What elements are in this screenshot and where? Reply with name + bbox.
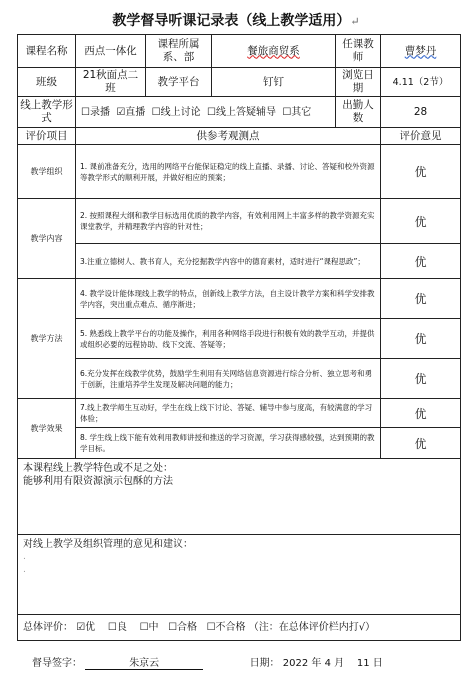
column-opinion: 评价意见 xyxy=(381,128,461,145)
date-value: 4.11（2节） xyxy=(381,68,461,97)
rating-value: 优 xyxy=(381,428,461,459)
features-content: 能够利用有限资源演示包酥的方法 xyxy=(23,476,173,487)
overall-excellent[interactable]: ☑优 xyxy=(76,622,96,633)
form-options xyxy=(76,97,336,128)
category-method: 教学方法 xyxy=(18,279,76,399)
option-live[interactable]: ☑直播 xyxy=(116,106,146,118)
signature-label: 督导签字： xyxy=(32,658,82,669)
header-row-2 xyxy=(18,68,461,97)
option-discussion[interactable]: ☐线上讨论 xyxy=(151,106,201,118)
overall-fail[interactable]: ☐不合格 xyxy=(206,622,246,633)
suggestions-section xyxy=(18,535,461,615)
empty-line-mark: . xyxy=(23,565,26,575)
criteria-row-2 xyxy=(18,199,461,244)
footer-date-year: 2022 年 xyxy=(282,658,322,669)
footer-date-day: 11 日 xyxy=(356,658,383,669)
features-section xyxy=(18,459,461,535)
class-value: 21秋面点二班 xyxy=(76,68,146,97)
overall-label: 总体评价： xyxy=(23,622,73,633)
form-label: 线上教学形式 xyxy=(18,97,76,128)
rating-value: 优 xyxy=(381,279,461,319)
criterion-text: 5. 熟悉线上教学平台的功能及操作，利用各种网络手段进行积极有效的教学互动，并提供或组织必要的远程协助、线下交流、答疑等； xyxy=(76,319,381,359)
column-points: 供参考观测点 xyxy=(76,128,381,145)
paragraph-mark: ↵ xyxy=(350,15,360,28)
criteria-row-6 xyxy=(18,359,461,399)
signature-value: 朱京云 xyxy=(85,654,203,670)
platform-value: 钉钉 xyxy=(212,68,336,97)
department-value-text: 餐旅商贸系 xyxy=(247,44,300,57)
criteria-row-5 xyxy=(18,319,461,359)
category-content: 教学内容 xyxy=(18,199,76,279)
suggestions-label: 对线上教学及组织管理的意见和建议： xyxy=(23,539,193,550)
header-row-1 xyxy=(18,35,461,68)
column-item: 评价项目 xyxy=(18,128,76,145)
signature-footer xyxy=(32,654,452,670)
features-label: 本课程线上教学特色或不足之处： xyxy=(23,463,173,474)
empty-line-mark: . xyxy=(23,552,26,562)
overall-row xyxy=(18,615,461,641)
criteria-row-8 xyxy=(18,428,461,459)
course-name-label: 课程名称 xyxy=(18,35,76,68)
option-qa[interactable]: ☐线上答疑辅导 xyxy=(206,106,276,118)
overall-medium[interactable]: ☐中 xyxy=(139,622,159,633)
features-row xyxy=(18,459,461,535)
overall-pass[interactable]: ☐合格 xyxy=(168,622,198,633)
rating-value: 优 xyxy=(381,244,461,279)
form-title xyxy=(0,10,472,30)
criterion-text: 8. 学生线上线下能有效利用教师讲授和推送的学习资源，学习获得感较强，达到预期的教学目标。 xyxy=(76,428,381,459)
teacher-value xyxy=(381,35,461,68)
course-name-value: 西点一体化 xyxy=(76,35,146,68)
teacher-label: 任课教师 xyxy=(336,35,381,68)
criteria-row-3 xyxy=(18,244,461,279)
option-recorded[interactable]: ☐录播 xyxy=(81,106,110,118)
footer-date-label: 日期： xyxy=(249,658,280,669)
attendance-value: 28 xyxy=(381,97,461,128)
criterion-text: 6.充分发挥在线教学优势，鼓励学生利用有关网络信息资源进行综合分析、独立思考和勇于创新，注重培养学生发现及解决问题的能力； xyxy=(76,359,381,399)
department-value xyxy=(212,35,336,68)
rating-value: 优 xyxy=(381,145,461,199)
class-label: 班级 xyxy=(18,68,76,97)
overall-section xyxy=(18,615,461,641)
form-title-text: 教学督导听课记录表（线上教学适用） xyxy=(112,13,351,29)
column-header-row xyxy=(18,128,461,145)
rating-value: 优 xyxy=(381,319,461,359)
date-label: 浏览日期 xyxy=(336,68,381,97)
criterion-text: 7.线上教学师生互动好，学生在线上线下讨论、答疑、辅导中参与度高，有较满意的学习体验； xyxy=(76,399,381,428)
platform-label: 教学平台 xyxy=(146,68,212,97)
footer-date-month: 4 月 xyxy=(324,658,345,669)
teacher-value-text: 曹梦丹 xyxy=(404,44,437,57)
department-label: 课程所属系、部 xyxy=(146,35,212,68)
criterion-text: 1. 课前准备充分，选用的网络平台能保证稳定的线上直播、录播、讨论、答疑和校外资源等教学形式的顺利开展，并做好相应的预案； xyxy=(76,145,381,199)
option-other[interactable]: ☐其它 xyxy=(282,106,312,118)
criterion-text: 3.注重立德树人、教书育人，充分挖掘教学内容中的德育素材，适时进行“课程思政”； xyxy=(76,244,381,279)
overall-good[interactable]: ☐良 xyxy=(107,622,127,633)
header-row-3 xyxy=(18,97,461,128)
criteria-row-1 xyxy=(18,145,461,199)
attendance-label: 出勤人数 xyxy=(336,97,381,128)
criterion-text: 4. 教学设计能体现线上教学的特点，创新线上教学方法，自主设计教学方案和科学安排教学内容，突出重点难点、循序渐进； xyxy=(76,279,381,319)
evaluation-table xyxy=(17,34,461,641)
category-organization: 教学组织 xyxy=(18,145,76,199)
category-effect: 教学效果 xyxy=(18,399,76,459)
rating-value: 优 xyxy=(381,199,461,244)
criteria-row-7 xyxy=(18,399,461,428)
criteria-row-4 xyxy=(18,279,461,319)
suggestions-row xyxy=(18,535,461,615)
criterion-text: 2. 按照课程大纲和教学目标选用优质的教学内容，有效利用网上丰富多样的教学资源充实课堂教学，并精理教学内容的针对性； xyxy=(76,199,381,244)
overall-note: （注：在总体评价栏内打√） xyxy=(248,622,376,633)
rating-value: 优 xyxy=(381,399,461,428)
rating-value: 优 xyxy=(381,359,461,399)
